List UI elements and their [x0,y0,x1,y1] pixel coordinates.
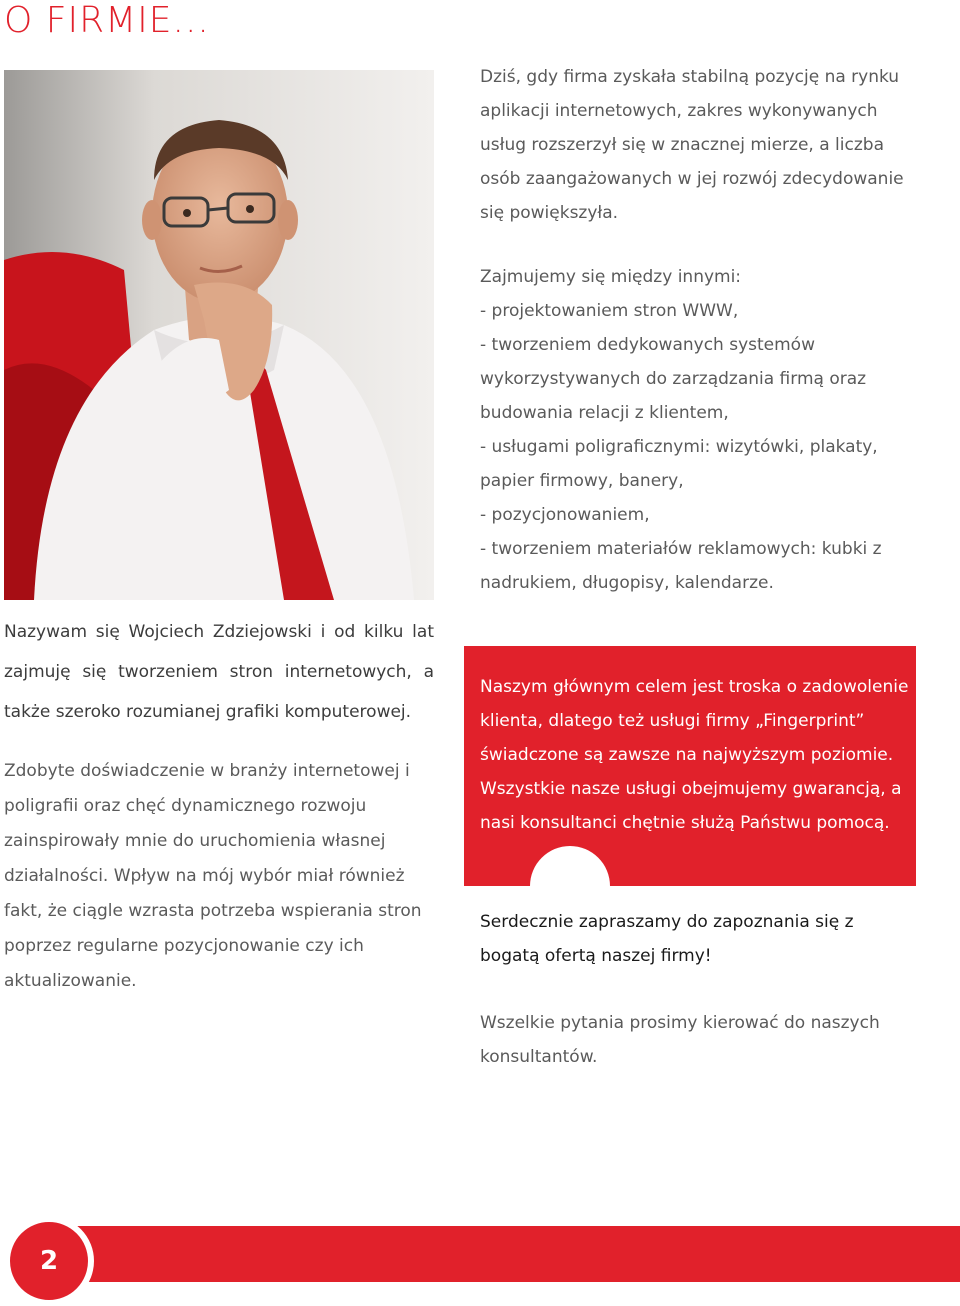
offer-item: - tworzeniem dedykowanych systemów wykorzystywanych do zarządzania firmą oraz budowania relacji z klientem, [480,335,867,423]
offer-item: - projektowaniem stron WWW, [480,301,739,321]
highlight-text: Naszym głównym celem jest troska o zadowolenie klienta, dlatego też usługi firmy „Fingerprint” świadczone są zawsze na najwyższym poziomie. Wszystkie nasze usługi obejmujemy gwarancją, a nasi konsultanci chętnie służą Państwu pomocą. [480,677,909,833]
right-column [480,60,914,600]
footer-bar [56,1226,960,1282]
company-paragraph: Dziś, gdy firma zyskała stabilną pozycję na rynku aplikacji internetowych, zakres wykonywanych usług rozszerzył się w znacznej mierze, a liczba osób zaangażowanych w jej rozwój zdecydowanie się powiększyła. [480,67,904,223]
offer-heading: Zajmujemy się między innymi: [480,267,742,287]
invitation-text: Serdecznie zapraszamy do zapoznania się z bogatą ofertą naszej firmy! [480,912,854,966]
page-title: O FIRMIE... [4,0,210,41]
offer-item: - tworzeniem materiałów reklamowych: kubki z nadrukiem, długopisy, kalendarze. [480,539,882,593]
offer-item: - pozycjonowaniem, [480,505,650,525]
offer-item: - usługami poligraficznymi: wizytówki, plakaty, papier firmowy, banery, [480,437,878,491]
experience-paragraph: Zdobyte doświadczenie w branży internetowej i poligrafii oraz chęć dynamicznego rozwoju zainspirowały mnie do uruchomienia własnej działalności. Wpływ na mój wybór miał również fakt, że ciągle wzrasta potrzeba wspierania stron poprzez regularne pozycjonowanie czy ich aktualizowanie. [4,761,422,991]
offer-list [480,294,914,600]
left-column [4,612,434,999]
intro-paragraph: Nazywam się Wojciech Zdziejowski i od kilku lat zajmuję się tworzeniem stron internetowych, a także szeroko rozumianej grafiki komputerowej. [4,622,434,722]
contact-text: Wszelkie pytania prosimy kierować do naszych konsultantów. [480,1013,880,1067]
page-number: 2 [4,1216,94,1306]
portrait-photo [4,70,434,600]
portrait-image [4,70,434,600]
